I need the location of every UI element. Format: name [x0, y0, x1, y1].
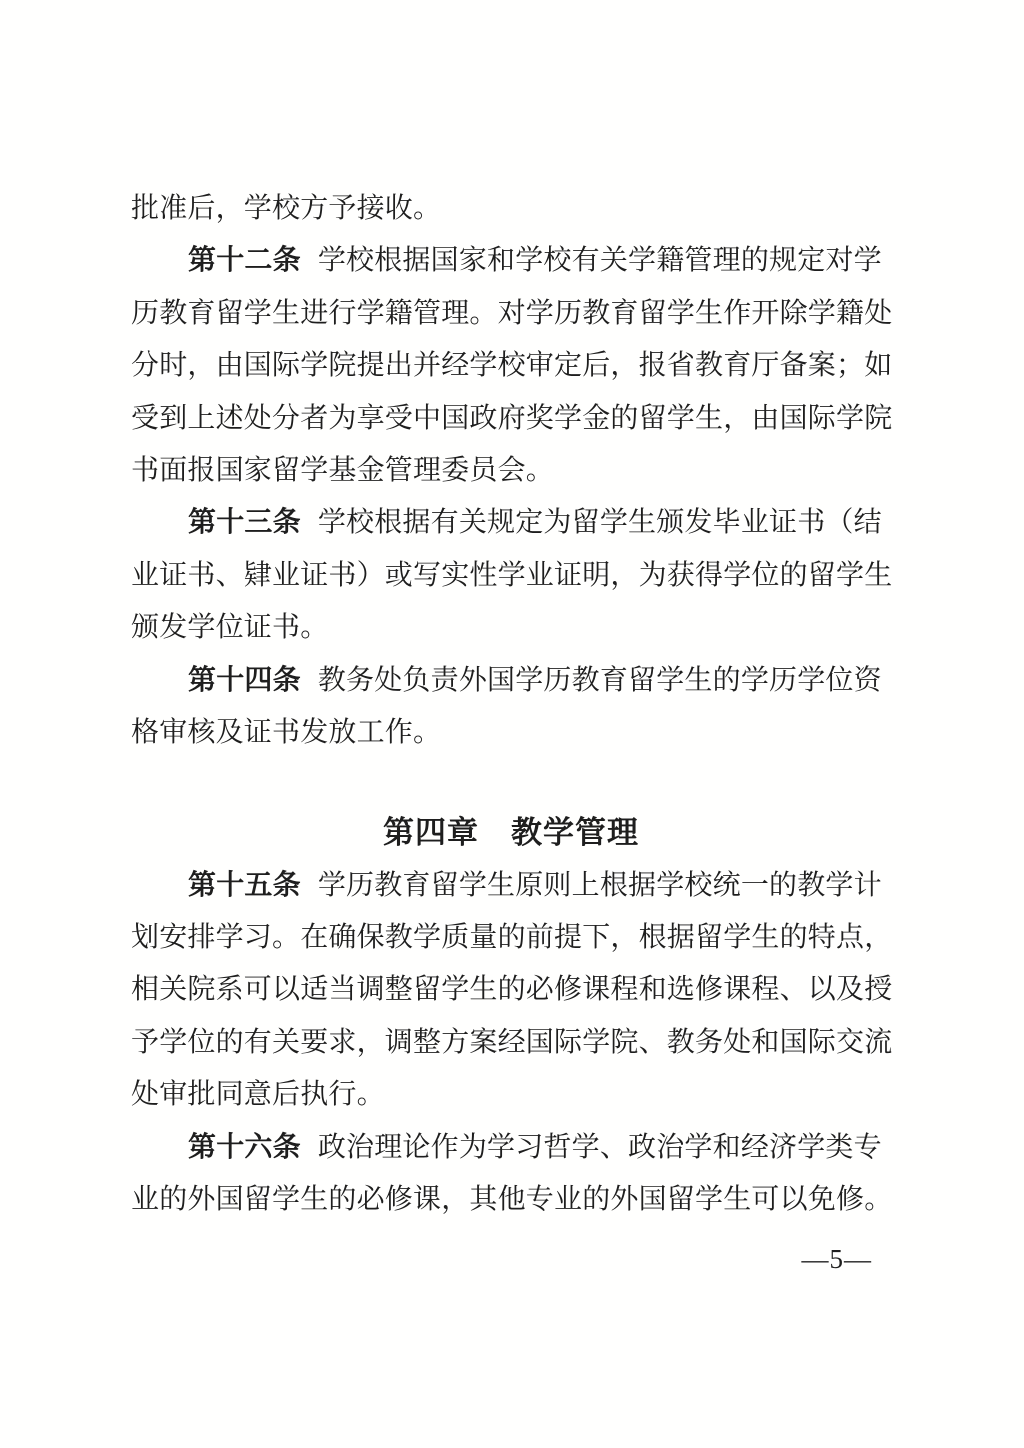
text-content: [131, 183, 891, 1226]
body-line: 颁发学位证书。: [131, 612, 329, 644]
body-line: 历教育留学生进行学籍管理。对学历教育留学生作开除学籍处: [131, 297, 893, 329]
body-line: 格审核及证书发放工作。: [131, 716, 442, 748]
body-line: 业的外国留学生的必修课，其他专业的外国留学生可以免修。: [131, 1184, 893, 1216]
article-number: 第十四条: [188, 664, 301, 696]
page-number: —5—: [801, 1244, 872, 1274]
article-number: 第十六条: [188, 1131, 301, 1163]
article-paragraph-start: [131, 655, 891, 707]
article-paragraph-start: [131, 497, 891, 549]
article-text: 学校根据有关规定为留学生颁发毕业证书（结: [317, 507, 882, 539]
body-line: 相关院系可以适当调整留学生的必修课程和选修课程、以及授: [131, 974, 893, 1006]
body-line: 予学位的有关要求，调整方案经国际学院、教务处和国际交流: [131, 1026, 893, 1058]
article-text: 学历教育留学生原则上根据学校统一的教学计: [317, 869, 882, 901]
body-line: 处审批同意后执行。: [131, 1079, 385, 1111]
article-paragraph-start: [131, 235, 891, 287]
article-text: 政治理论作为学习哲学、政治学和经济学类专: [317, 1131, 882, 1163]
article-number: 第十三条: [188, 507, 301, 539]
article-number: 第十五条: [188, 869, 301, 901]
body-line: 业证书、肄业证书）或写实性学业证明，为获得学位的留学生: [131, 559, 893, 591]
chapter-heading: 第四章 教学管理: [383, 815, 639, 851]
article-text: 教务处负责外国学历教育留学生的学历学位资: [317, 664, 882, 696]
article-number: 第十二条: [188, 245, 301, 277]
article-paragraph-start: [131, 860, 891, 912]
article-paragraph-start: [131, 1122, 891, 1174]
body-line: 书面报国家留学基金管理委员会。: [131, 454, 555, 486]
body-line: 受到上述处分者为享受中国政府奖学金的留学生，由国际学院: [131, 402, 893, 434]
article-text: 学校根据国家和学校有关学籍管理的规定对学: [317, 245, 882, 277]
body-line: 批准后，学校方予接收。: [131, 193, 442, 224]
body-line: 分时，由国际学院提出并经学校审定后，报省教育厅备案；如: [131, 350, 893, 382]
body-line: 划安排学习。在确保教学质量的前提下，根据留学生的特点，: [131, 922, 893, 954]
